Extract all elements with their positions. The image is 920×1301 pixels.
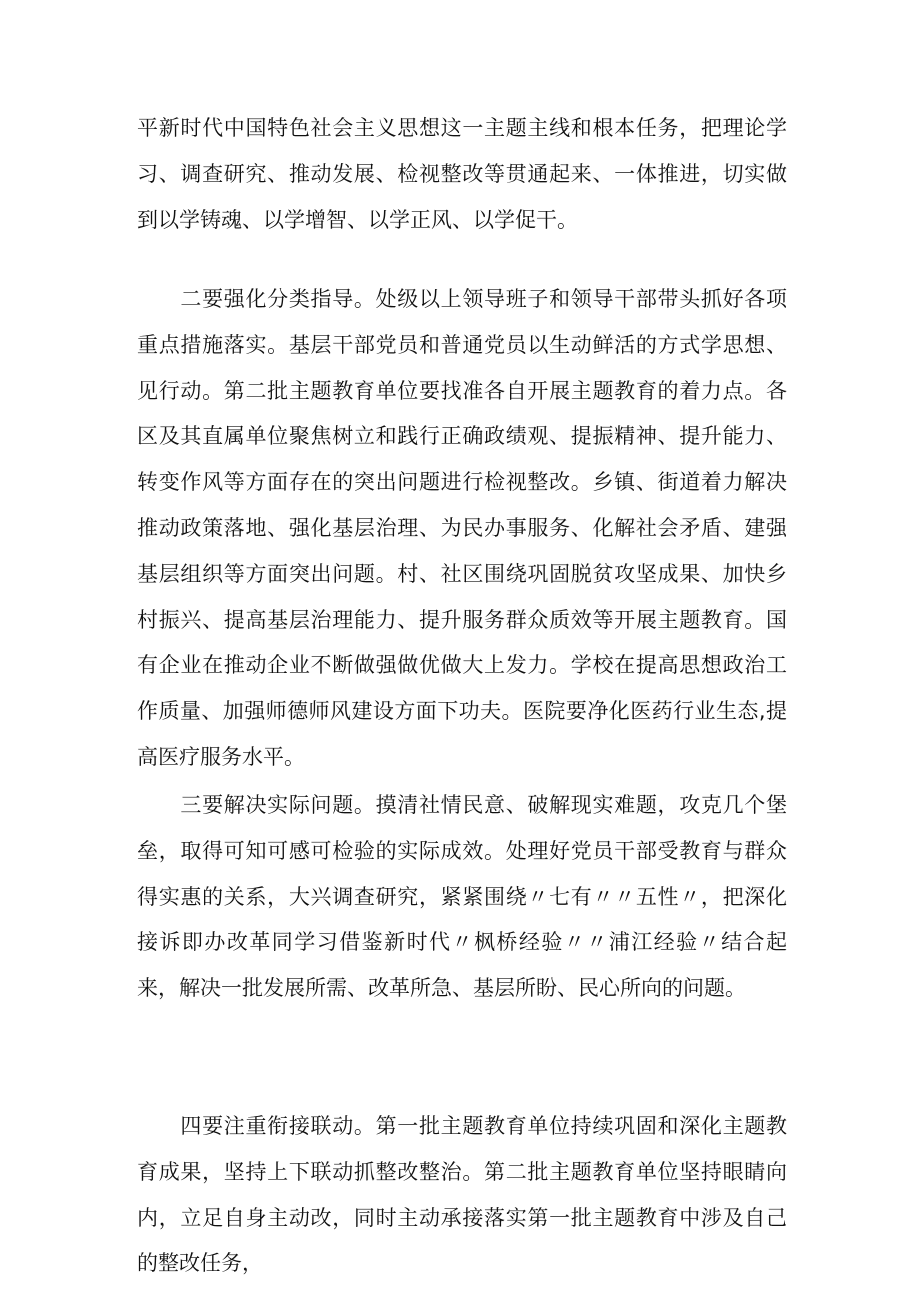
paragraph-solve-practical-problems: 三要解决实际问题。摸清社情民意、破解现实难题，攻克几个堡垒，取得可知可感可检验的实际成效。处理好党员干部受教育与群众得实惠的关系，大兴调查研究，紧紧围绕〃七有〃〃五性〃，把深化接诉即办改革同学习借鉴新时代〃枫桥经验〃〃浦江经验〃结合起来，解决一批发展所需、改革所急、基层所盼、民心所向的问题。 [137, 793, 787, 1001]
paragraph-classified-guidance: 二要强化分类指导。处级以上领导班子和领导干部带头抓好各项重点措施落实。基层干部党员和普通党员以生动鲜活的方式学思想、见行动。第二批主题教育单位要找准各自开展主题教育的着力点。各区及其直属单位聚焦树立和践行正确政绩观、提振精神、提升能力、转变作风等方面存在的突出问题进行检视整改。乡镇、街道着力解决推动政策落地、强化基层治理、为民办事服务、化解社会矛盾、建强基层组织等方面突出问题。村、社区围绕巩固脱贫攻坚成果、加快乡村振兴、提高基层治理能力、提升服务群众质效等开展主题教育。国有企业在推动企业不断做强做优做大上发力。学校在提高思想政治工作质量、加强师德师风建设方面下功夫。医院要净化医药行业生态,提高医疗服务水平。 [137, 287, 787, 769]
paragraph-coordination-linkage: 四要注重衔接联动。第一批主题教育单位持续巩固和深化主题教育成果，坚持上下联动抓整改整治。第二批主题教育单位坚持眼睛向内，立足自身主动改，同时主动承接落实第一批主题教育中涉及自己的整改任务， [137, 1114, 787, 1276]
paragraph-continuation: 平新时代中国特色社会主义思想这一主题主线和根本任务，把理论学习、调查研究、推动发展、检视整改等贯通起来、一体推进，切实做到以学铸魂、以学增智、以学正风、以学促干。 [137, 116, 787, 232]
